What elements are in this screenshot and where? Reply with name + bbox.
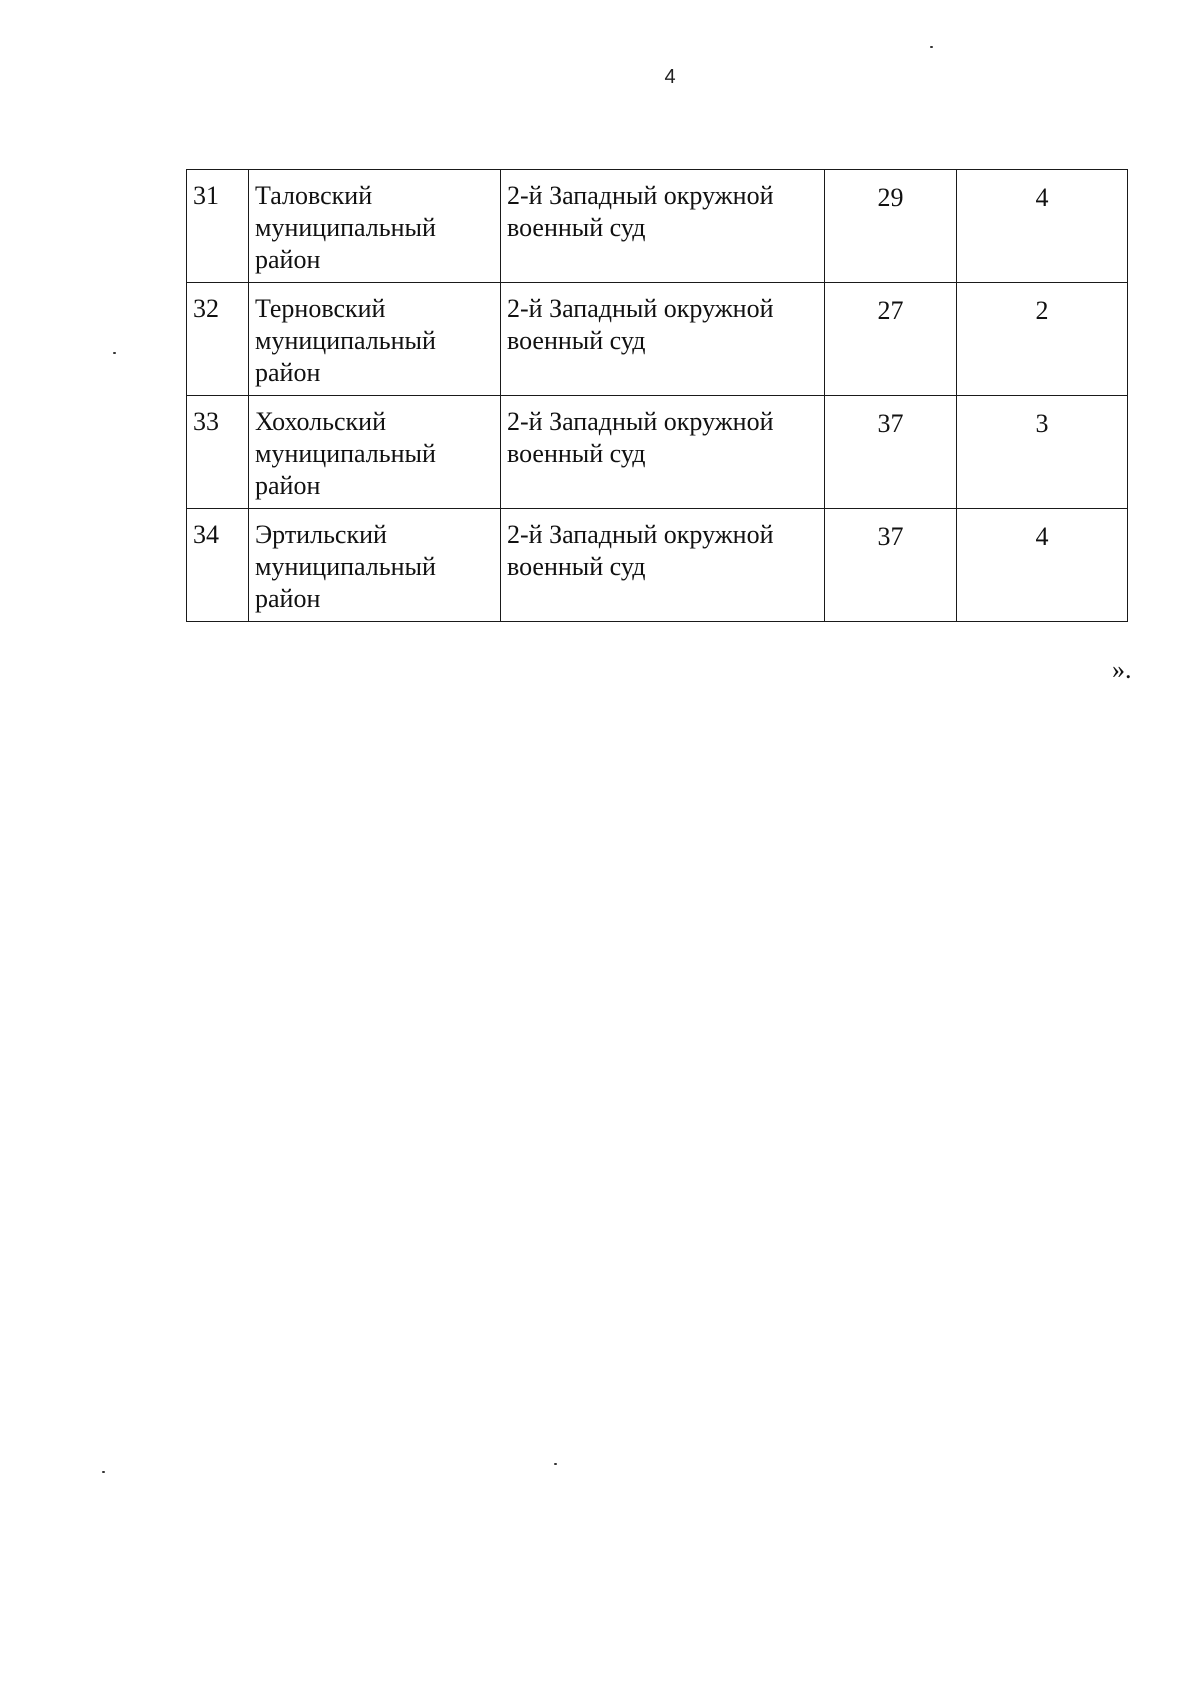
value-b: 4: [957, 170, 1128, 283]
row-number: 31: [187, 170, 249, 283]
value-b: 3: [957, 396, 1128, 509]
value-b: 4: [957, 509, 1128, 622]
scan-speck: [554, 1463, 557, 1465]
court-name: 2-й Западный окружной военный суд: [501, 283, 825, 396]
table-row: [187, 170, 1128, 283]
districts-table: [186, 169, 1128, 622]
district-name: Терновский муниципальный район: [249, 283, 501, 396]
scan-speck: [930, 46, 933, 48]
court-name: 2-й Западный окружной военный суд: [501, 509, 825, 622]
row-number: 34: [187, 509, 249, 622]
value-b: 2: [957, 283, 1128, 396]
closing-quote: ».: [1112, 655, 1132, 684]
value-a: 27: [825, 283, 957, 396]
page-number: 4: [664, 66, 676, 88]
table-row: [187, 509, 1128, 622]
scan-speck: [102, 1471, 105, 1473]
row-number: 32: [187, 283, 249, 396]
court-name: 2-й Западный окружной военный суд: [501, 170, 825, 283]
district-name: Таловский муниципальный район: [249, 170, 501, 283]
table-row: [187, 283, 1128, 396]
court-name: 2-й Западный окружной военный суд: [501, 396, 825, 509]
value-a: 37: [825, 509, 957, 622]
district-name: Хохольский муниципальный район: [249, 396, 501, 509]
scan-speck: [113, 352, 116, 354]
value-a: 29: [825, 170, 957, 283]
value-a: 37: [825, 396, 957, 509]
district-name: Эртильский муниципальный район: [249, 509, 501, 622]
table-row: [187, 396, 1128, 509]
row-number: 33: [187, 396, 249, 509]
